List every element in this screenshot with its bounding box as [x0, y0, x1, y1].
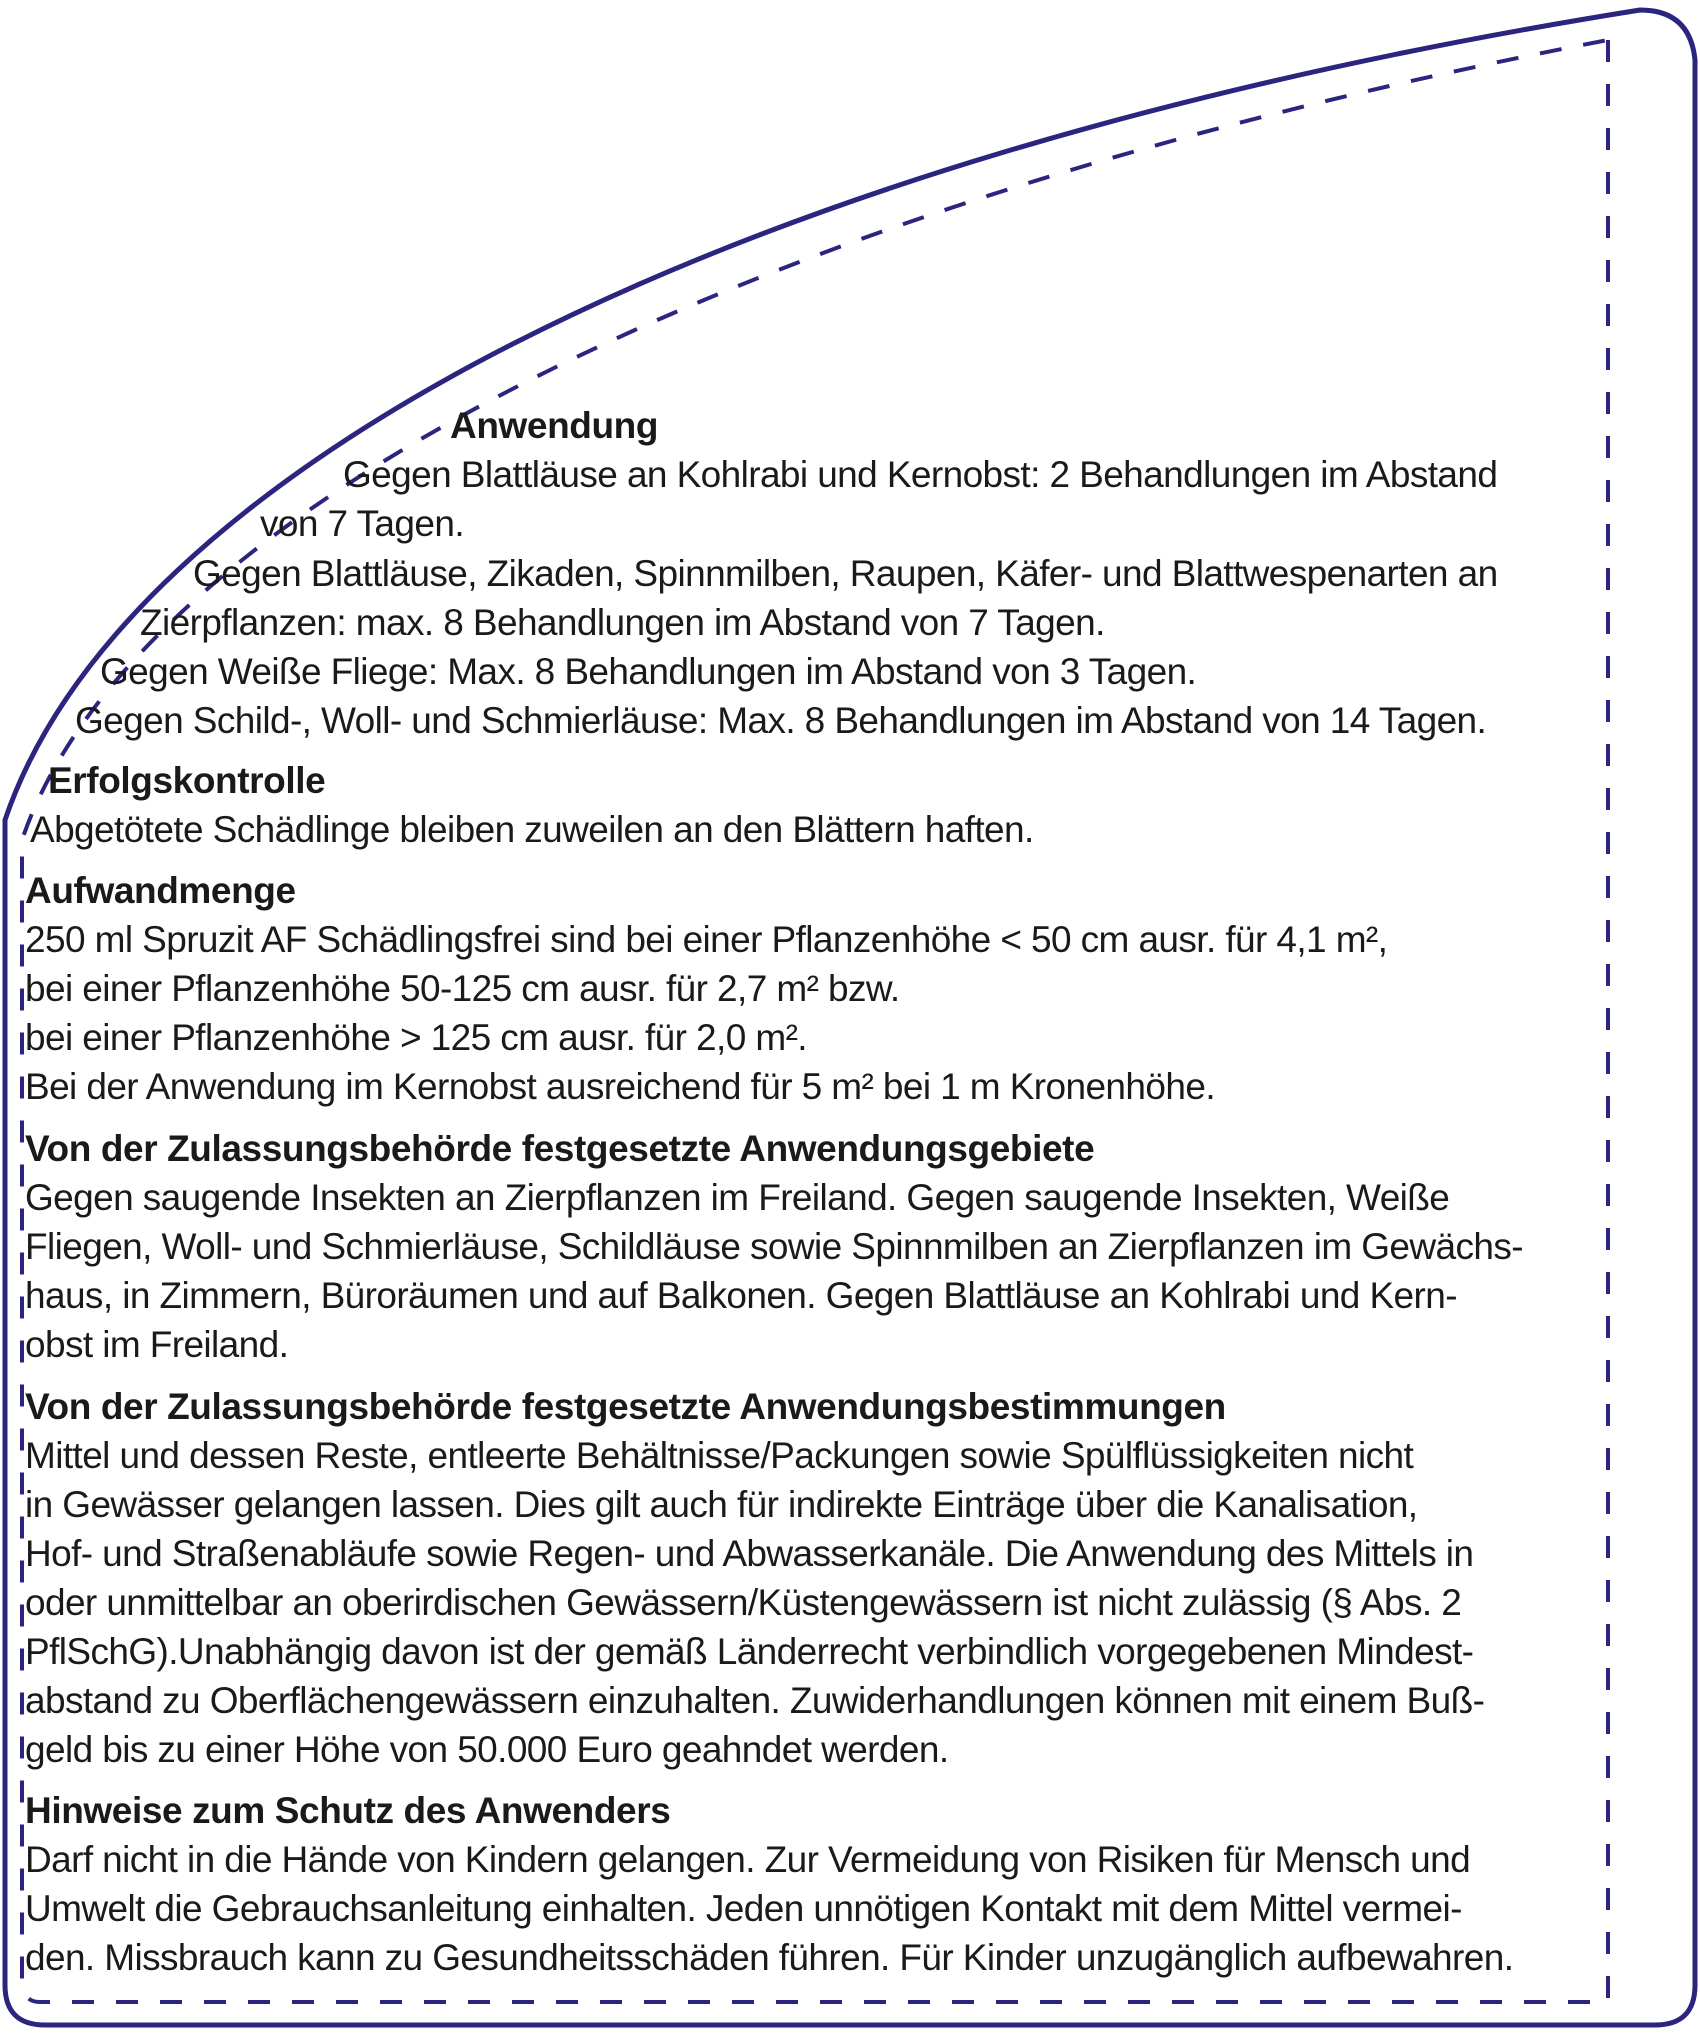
heading-aufwandmenge: Aufwandmenge: [25, 870, 296, 911]
anwendungsgebiete-line: Fliegen, Woll- und Schmierläuse, Schildläuse sowie Spinnmilben an Zierpflanzen im Gewächs-: [25, 1226, 1523, 1267]
heading-erfolgskontrolle: Erfolgskontrolle: [48, 760, 326, 801]
anwendung-line: Gegen Weiße Fliege: Max. 8 Behandlungen im Abstand von 3 Tagen.: [100, 651, 1197, 692]
anwendungsgebiete-line: Gegen saugende Insekten an Zierpflanzen im Freiland. Gegen saugende Insekten, Weiße: [25, 1177, 1450, 1218]
anwendungsbestimmungen-line: in Gewässer gelangen lassen. Dies gilt auch für indirekte Einträge über die Kanalisation,: [25, 1484, 1418, 1525]
aufwandmenge-line: Bei der Anwendung im Kernobst ausreichend für 5 m² bei 1 m Kronenhöhe.: [25, 1066, 1216, 1107]
anwendungsbestimmungen-line: Mittel und dessen Reste, entleerte Behältnisse/Packungen sowie Spülflüssigkeiten nicht: [25, 1435, 1414, 1476]
anwenderschutz-line: Umwelt die Gebrauchsanleitung einhalten. Jeden unnötigen Kontakt mit dem Mittel vermei-: [25, 1888, 1462, 1929]
anwendung-line: von 7 Tagen.: [260, 503, 465, 544]
anwendungsbestimmungen-line: geld bis zu einer Höhe von 50.000 Euro geahndet werden.: [25, 1729, 949, 1770]
anwendung-line: Gegen Blattläuse an Kohlrabi und Kernobst: 2 Behandlungen im Abstand: [343, 454, 1498, 495]
heading-anwendungsbestimmungen: Von der Zulassungsbehörde festgesetzte Anwendungsbestimmungen: [25, 1386, 1226, 1427]
anwendungsbestimmungen-line: PflSchG).Unabhängig davon ist der gemäß Länderrecht verbindlich vorgegebenen Mindest-: [25, 1631, 1474, 1672]
heading-anwenderschutz: Hinweise zum Schutz des Anwenders: [25, 1790, 671, 1831]
aufwandmenge-line: bei einer Pflanzenhöhe > 125 cm ausr. für 2,0 m².: [25, 1017, 807, 1058]
anwendungsgebiete-line: obst im Freiland.: [25, 1324, 289, 1365]
anwendungsbestimmungen-line: abstand zu Oberflächengewässern einzuhalten. Zuwiderhandlungen können mit einem Buß-: [25, 1680, 1485, 1721]
erfolgskontrolle-line: Abgetötete Schädlinge bleiben zuweilen an den Blättern haften.: [30, 809, 1034, 850]
aufwandmenge-line: bei einer Pflanzenhöhe 50-125 cm ausr. für 2,7 m² bzw.: [25, 968, 900, 1009]
anwenderschutz-line: den. Missbrauch kann zu Gesundheitsschäden führen. Für Kinder unzugänglich aufbewahren.: [25, 1937, 1514, 1978]
heading-anwendung: Anwendung: [450, 405, 659, 446]
aufwandmenge-line: 250 ml Spruzit AF Schädlingsfrei sind bei einer Pflanzenhöhe < 50 cm ausr. für 4,1 m²,: [25, 919, 1388, 960]
anwendung-line: Zierpflanzen: max. 8 Behandlungen im Abstand von 7 Tagen.: [140, 602, 1105, 643]
anwendungsgebiete-line: haus, in Zimmern, Büroräumen und auf Balkonen. Gegen Blattläuse an Kohlrabi und Kern-: [25, 1275, 1457, 1316]
anwendungsbestimmungen-line: Hof- und Straßenabläufe sowie Regen- und Abwasserkanäle. Die Anwendung des Mittels in: [25, 1533, 1474, 1574]
anwendungsbestimmungen-line: oder unmittelbar an oberirdischen Gewässern/Küstengewässern ist nicht zulässig (§ Abs. 2: [25, 1582, 1462, 1623]
anwendung-line: Gegen Blattläuse, Zikaden, Spinnmilben, Raupen, Käfer- und Blattwespenarten an: [193, 553, 1498, 594]
heading-anwendungsgebiete: Von der Zulassungsbehörde festgesetzte Anwendungsgebiete: [25, 1128, 1095, 1169]
anwendung-line: Gegen Schild-, Woll- und Schmierläuse: Max. 8 Behandlungen im Abstand von 14 Tagen.: [75, 700, 1487, 741]
anwenderschutz-line: Darf nicht in die Hände von Kindern gelangen. Zur Vermeidung von Risiken für Mensch und: [25, 1839, 1471, 1880]
